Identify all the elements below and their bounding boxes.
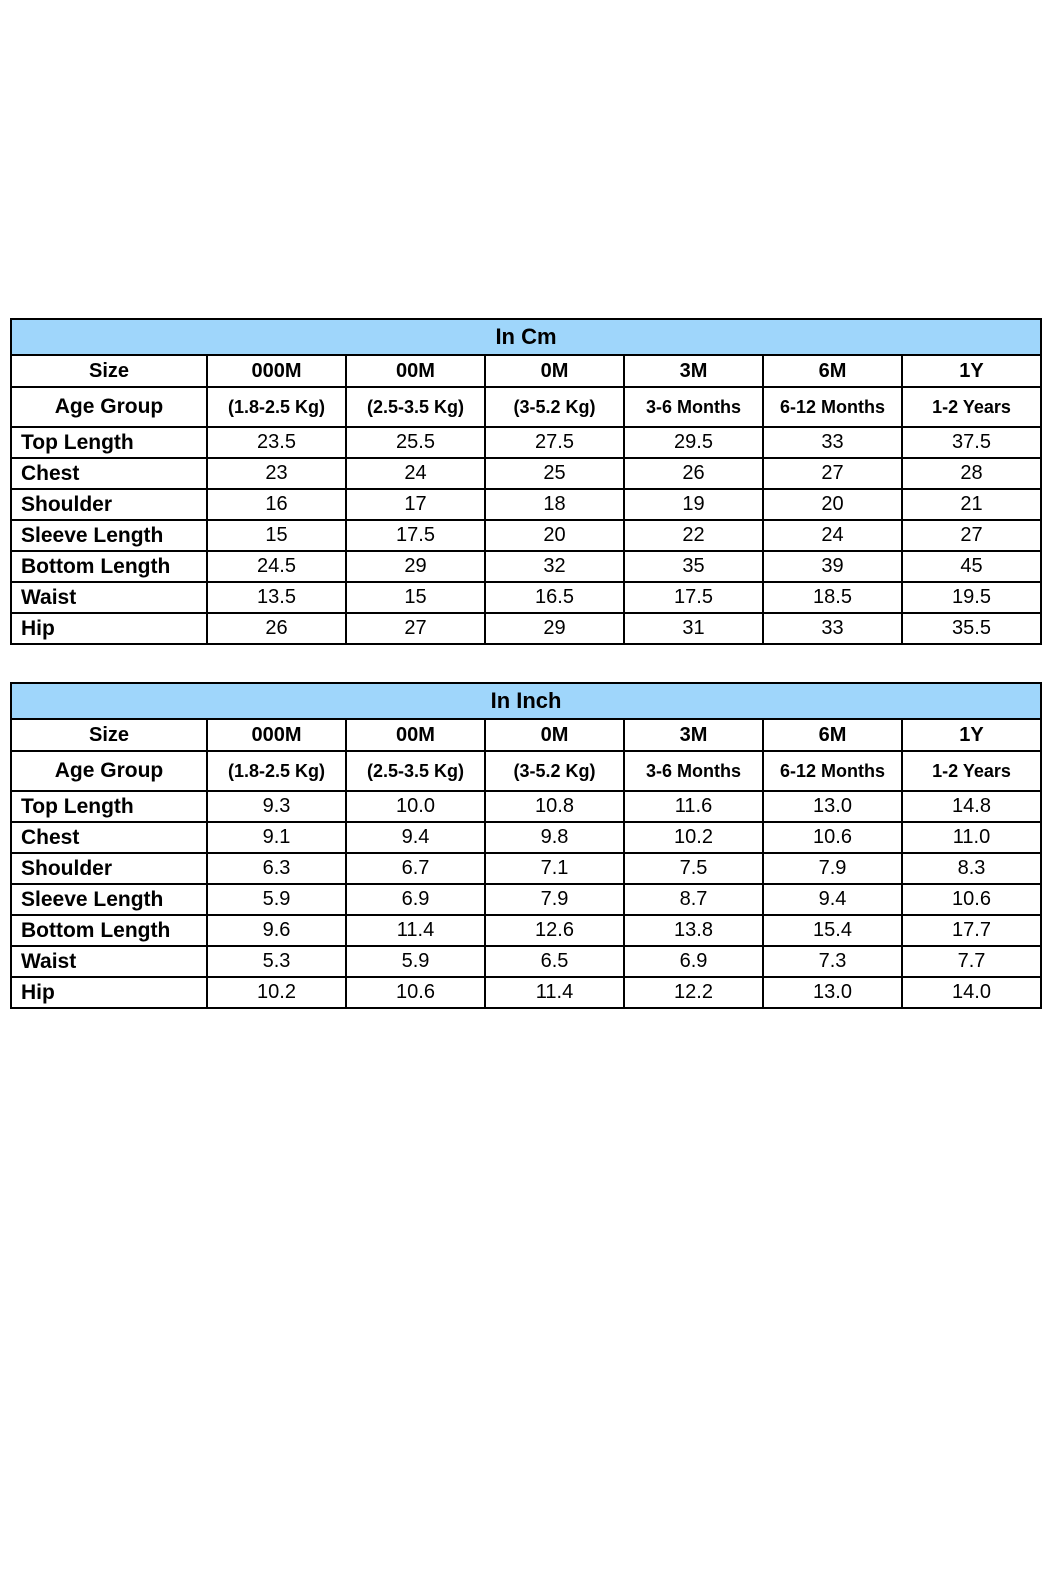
- measurement-value: 6.9: [346, 884, 485, 915]
- measurement-value: 6.3: [207, 853, 346, 884]
- measurement-value: 11.4: [485, 977, 624, 1008]
- measurement-value: 11.4: [346, 915, 485, 946]
- measurement-value: 9.1: [207, 822, 346, 853]
- size-chart-inch: [10, 682, 1042, 1009]
- measurement-label: Hip: [11, 613, 207, 644]
- measurement-value: 12.6: [485, 915, 624, 946]
- measurement-value: 27: [763, 458, 902, 489]
- table-row: [11, 427, 1041, 458]
- measurement-value: 33: [763, 613, 902, 644]
- measurement-value: 5.9: [346, 946, 485, 977]
- measurement-label: Shoulder: [11, 489, 207, 520]
- measurement-label: Bottom Length: [11, 915, 207, 946]
- measurement-value: 19.5: [902, 582, 1041, 613]
- measurement-value: 7.9: [485, 884, 624, 915]
- measurement-value: 21: [902, 489, 1041, 520]
- age-group-header: (3-5.2 Kg): [485, 751, 624, 791]
- size-header: 6M: [763, 719, 902, 751]
- measurement-value: 26: [624, 458, 763, 489]
- table-row: [11, 520, 1041, 551]
- measurement-value: 5.3: [207, 946, 346, 977]
- age-group-label: Age Group: [11, 387, 207, 427]
- age-group-header: (3-5.2 Kg): [485, 387, 624, 427]
- size-header: 00M: [346, 719, 485, 751]
- age-group-header: (2.5-3.5 Kg): [346, 751, 485, 791]
- age-group-header: 6-12 Months: [763, 751, 902, 791]
- measurement-value: 7.3: [763, 946, 902, 977]
- size-header: 0M: [485, 719, 624, 751]
- measurement-value: 6.9: [624, 946, 763, 977]
- table-row: [11, 582, 1041, 613]
- measurement-value: 7.1: [485, 853, 624, 884]
- measurement-label: Waist: [11, 946, 207, 977]
- measurement-label: Top Length: [11, 427, 207, 458]
- table-row: [11, 613, 1041, 644]
- measurement-value: 35.5: [902, 613, 1041, 644]
- measurement-value: 5.9: [207, 884, 346, 915]
- measurement-value: 7.7: [902, 946, 1041, 977]
- measurement-value: 27.5: [485, 427, 624, 458]
- measurement-value: 7.5: [624, 853, 763, 884]
- size-header: 000M: [207, 719, 346, 751]
- measurement-value: 10.8: [485, 791, 624, 822]
- size-header: 00M: [346, 355, 485, 387]
- measurement-value: 16.5: [485, 582, 624, 613]
- measurement-value: 10.6: [902, 884, 1041, 915]
- measurement-value: 6.7: [346, 853, 485, 884]
- size-header: 0M: [485, 355, 624, 387]
- age-group-header: 1-2 Years: [902, 387, 1041, 427]
- measurement-value: 10.2: [624, 822, 763, 853]
- measurement-value: 23.5: [207, 427, 346, 458]
- measurement-value: 39: [763, 551, 902, 582]
- measurement-value: 9.4: [763, 884, 902, 915]
- measurement-value: 9.6: [207, 915, 346, 946]
- measurement-label: Sleeve Length: [11, 520, 207, 551]
- measurement-value: 6.5: [485, 946, 624, 977]
- measurement-value: 17.5: [346, 520, 485, 551]
- measurement-label: Chest: [11, 822, 207, 853]
- measurement-value: 23: [207, 458, 346, 489]
- measurement-value: 17.5: [624, 582, 763, 613]
- table-row: [11, 458, 1041, 489]
- measurement-value: 13.8: [624, 915, 763, 946]
- size-label: Size: [11, 719, 207, 751]
- measurement-value: 32: [485, 551, 624, 582]
- measurement-value: 9.3: [207, 791, 346, 822]
- size-header: 6M: [763, 355, 902, 387]
- measurement-value: 19: [624, 489, 763, 520]
- measurement-value: 15: [346, 582, 485, 613]
- measurement-value: 18.5: [763, 582, 902, 613]
- measurement-value: 17.7: [902, 915, 1041, 946]
- table-row: [11, 946, 1041, 977]
- table-row: [11, 791, 1041, 822]
- measurement-value: 9.4: [346, 822, 485, 853]
- measurement-label: Shoulder: [11, 853, 207, 884]
- measurement-value: 13.0: [763, 791, 902, 822]
- measurement-label: Chest: [11, 458, 207, 489]
- measurement-value: 29: [485, 613, 624, 644]
- measurement-value: 25: [485, 458, 624, 489]
- table-row: [11, 884, 1041, 915]
- size-header: 1Y: [902, 719, 1041, 751]
- size-header: 1Y: [902, 355, 1041, 387]
- measurement-value: 20: [763, 489, 902, 520]
- size-chart-cm: [10, 318, 1042, 645]
- age-group-header: (2.5-3.5 Kg): [346, 387, 485, 427]
- measurement-value: 11.6: [624, 791, 763, 822]
- size-header: 3M: [624, 719, 763, 751]
- measurement-value: 45: [902, 551, 1041, 582]
- measurement-value: 10.6: [763, 822, 902, 853]
- table-row: [11, 551, 1041, 582]
- measurement-value: 24: [763, 520, 902, 551]
- age-group-header: 6-12 Months: [763, 387, 902, 427]
- measurement-value: 13.5: [207, 582, 346, 613]
- measurement-value: 16: [207, 489, 346, 520]
- size-header: 000M: [207, 355, 346, 387]
- measurement-label: Bottom Length: [11, 551, 207, 582]
- measurement-value: 7.9: [763, 853, 902, 884]
- measurement-value: 14.0: [902, 977, 1041, 1008]
- table-row: [11, 822, 1041, 853]
- table-row: [11, 489, 1041, 520]
- age-group-label: Age Group: [11, 751, 207, 791]
- size-header: 3M: [624, 355, 763, 387]
- measurement-value: 29.5: [624, 427, 763, 458]
- measurement-value: 9.8: [485, 822, 624, 853]
- measurement-label: Sleeve Length: [11, 884, 207, 915]
- measurement-value: 15: [207, 520, 346, 551]
- age-group-header: (1.8-2.5 Kg): [207, 751, 346, 791]
- measurement-value: 27: [902, 520, 1041, 551]
- measurement-value: 17: [346, 489, 485, 520]
- table-row: [11, 977, 1041, 1008]
- age-group-header: 3-6 Months: [624, 751, 763, 791]
- measurement-value: 26: [207, 613, 346, 644]
- age-group-header: 1-2 Years: [902, 751, 1041, 791]
- table-row: [11, 915, 1041, 946]
- table-row: [11, 853, 1041, 884]
- age-group-header: 3-6 Months: [624, 387, 763, 427]
- measurement-value: 8.3: [902, 853, 1041, 884]
- measurement-value: 11.0: [902, 822, 1041, 853]
- table-title: In Cm: [11, 319, 1041, 355]
- measurement-value: 10.2: [207, 977, 346, 1008]
- measurement-value: 8.7: [624, 884, 763, 915]
- measurement-label: Hip: [11, 977, 207, 1008]
- measurement-value: 24: [346, 458, 485, 489]
- measurement-value: 37.5: [902, 427, 1041, 458]
- measurement-value: 13.0: [763, 977, 902, 1008]
- measurement-value: 25.5: [346, 427, 485, 458]
- measurement-value: 12.2: [624, 977, 763, 1008]
- measurement-label: Waist: [11, 582, 207, 613]
- measurement-value: 18: [485, 489, 624, 520]
- measurement-label: Top Length: [11, 791, 207, 822]
- age-group-header: (1.8-2.5 Kg): [207, 387, 346, 427]
- measurement-value: 33: [763, 427, 902, 458]
- measurement-value: 10.0: [346, 791, 485, 822]
- measurement-value: 28: [902, 458, 1041, 489]
- size-label: Size: [11, 355, 207, 387]
- measurement-value: 14.8: [902, 791, 1041, 822]
- measurement-value: 10.6: [346, 977, 485, 1008]
- measurement-value: 29: [346, 551, 485, 582]
- measurement-value: 15.4: [763, 915, 902, 946]
- measurement-value: 22: [624, 520, 763, 551]
- measurement-value: 24.5: [207, 551, 346, 582]
- measurement-value: 27: [346, 613, 485, 644]
- table-title: In Inch: [11, 683, 1041, 719]
- measurement-value: 20: [485, 520, 624, 551]
- measurement-value: 35: [624, 551, 763, 582]
- measurement-value: 31: [624, 613, 763, 644]
